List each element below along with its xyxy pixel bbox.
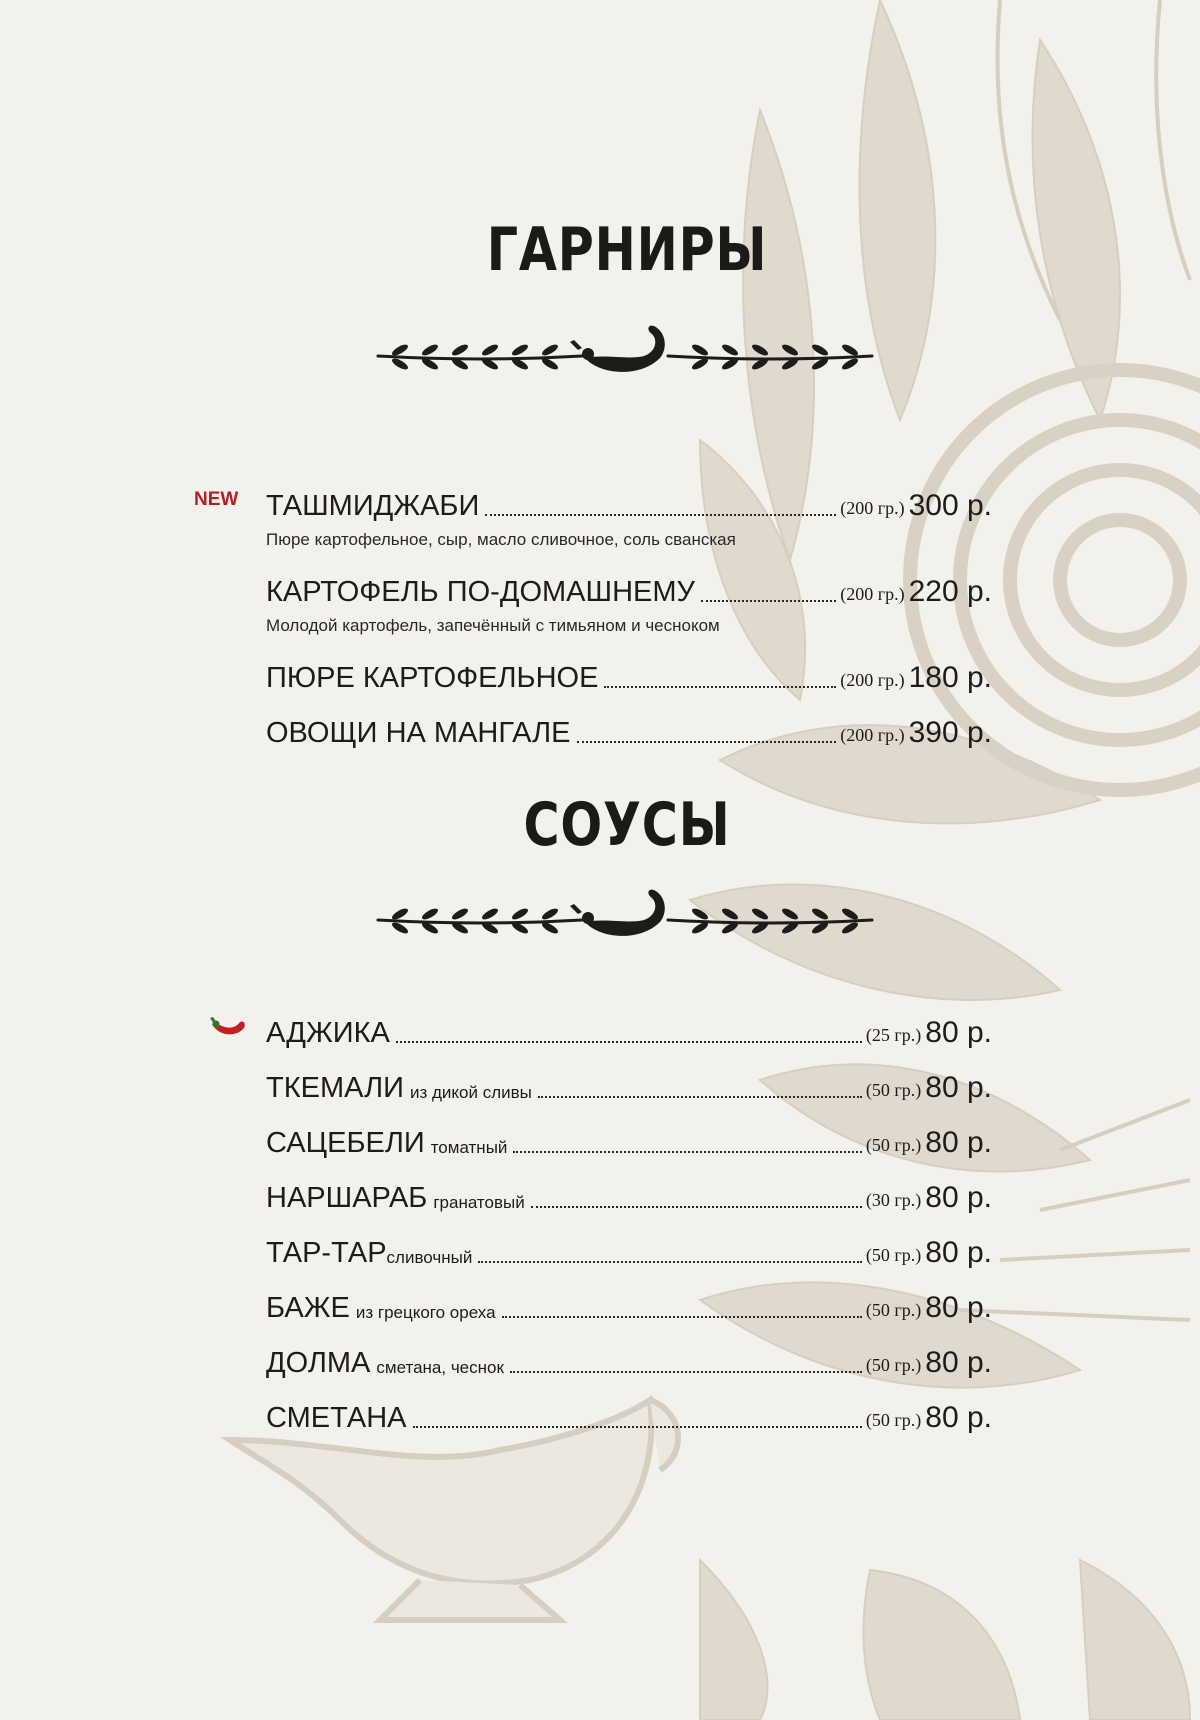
item-portion: (200 гр.)	[840, 498, 905, 518]
dot-leader	[701, 600, 836, 602]
section-title-sauces: СОУСЫ	[523, 790, 731, 860]
item-description: Пюре картофельное, сыр, масло сливочное, соль сванская	[266, 530, 736, 549]
item-name: ДОЛМА	[266, 1347, 371, 1379]
item-portion: (200 гр.)	[840, 725, 905, 745]
item-name: БАЖЕ	[266, 1292, 350, 1324]
new-badge: NEW	[194, 489, 239, 510]
menu-item-bazhe	[266, 1283, 992, 1323]
dot-leader	[531, 1206, 862, 1208]
item-note: томатный	[430, 1138, 508, 1157]
item-note: сметана, чеснок	[376, 1358, 504, 1377]
item-name: ПЮРЕ КАРТОФЕЛЬНОЕ	[266, 662, 599, 694]
dot-leader	[538, 1096, 862, 1098]
dot-leader	[485, 514, 836, 516]
section-title-garnish: ГАРНИРЫ	[486, 215, 768, 285]
menu-item-tartar	[266, 1228, 992, 1268]
item-price: 180 р.	[908, 661, 992, 694]
item-price: 80 р.	[925, 1346, 992, 1379]
item-price: 220 р.	[908, 575, 992, 608]
item-name: КАРТОФЕЛЬ ПО-ДОМАШНЕМУ	[266, 576, 695, 608]
item-price: 80 р.	[925, 1126, 992, 1159]
vine-divider-icon	[370, 884, 880, 964]
item-name: ТКЕМАЛИ	[266, 1072, 404, 1104]
dot-leader	[513, 1151, 861, 1153]
item-name: АДЖИКА	[266, 1017, 390, 1049]
menu-item-tkemali	[266, 1063, 992, 1103]
item-note: гранатовый	[433, 1193, 525, 1212]
chili-pepper-icon	[208, 1014, 248, 1040]
menu-item-home-potatoes	[266, 567, 992, 607]
item-note: из дикой сливы	[409, 1083, 532, 1102]
menu-item-narsharab	[266, 1173, 992, 1213]
item-price: 390 р.	[908, 716, 992, 749]
item-price: 80 р.	[925, 1236, 992, 1269]
dot-leader	[510, 1371, 862, 1373]
item-price: 300 р.	[908, 489, 992, 522]
item-portion: (50 гр.)	[865, 1355, 922, 1375]
item-portion: (50 гр.)	[865, 1135, 922, 1155]
item-description: Молодой картофель, запечённый с тимьяном и чесноком	[266, 616, 720, 635]
item-name: СМЕТАНА	[266, 1402, 407, 1434]
item-name: ТАШМИДЖАБИ	[266, 490, 480, 522]
item-portion: (200 гр.)	[840, 670, 905, 690]
vine-divider-icon	[370, 320, 880, 400]
item-portion: (25 гр.)	[865, 1025, 922, 1045]
dot-leader	[478, 1261, 862, 1263]
item-name: САЦЕБЕЛИ	[266, 1127, 425, 1159]
item-portion: (50 гр.)	[865, 1080, 922, 1100]
item-price: 80 р.	[925, 1181, 992, 1214]
item-name: ОВОЩИ НА МАНГАЛЕ	[266, 717, 571, 749]
item-name: ТАР-ТАР	[266, 1237, 387, 1269]
menu-item-adjika	[266, 1008, 992, 1048]
item-price: 80 р.	[925, 1071, 992, 1104]
menu-item-dolma	[266, 1338, 992, 1378]
dot-leader	[577, 741, 837, 743]
item-name: НАРШАРАБ	[266, 1182, 428, 1214]
dot-leader	[413, 1426, 862, 1428]
item-price: 80 р.	[925, 1016, 992, 1049]
item-note: из грецкого ореха	[355, 1303, 496, 1322]
item-price: 80 р.	[925, 1291, 992, 1324]
dot-leader	[396, 1041, 862, 1043]
dot-leader	[604, 686, 836, 688]
item-price: 80 р.	[925, 1401, 992, 1434]
menu-item-tashmijabi	[266, 481, 992, 521]
item-note: сливочный	[386, 1248, 473, 1267]
item-portion: (50 гр.)	[865, 1300, 922, 1320]
menu-item-satsebeli	[266, 1118, 992, 1158]
item-portion: (50 гр.)	[865, 1245, 922, 1265]
menu-item-smetana	[266, 1393, 992, 1433]
item-portion: (50 гр.)	[865, 1410, 922, 1430]
menu-item-mashed-potatoes	[266, 653, 992, 693]
menu-item-grilled-vegetables	[266, 708, 992, 748]
item-portion: (30 гр.)	[865, 1190, 922, 1210]
dot-leader	[502, 1316, 862, 1318]
item-portion: (200 гр.)	[840, 584, 905, 604]
